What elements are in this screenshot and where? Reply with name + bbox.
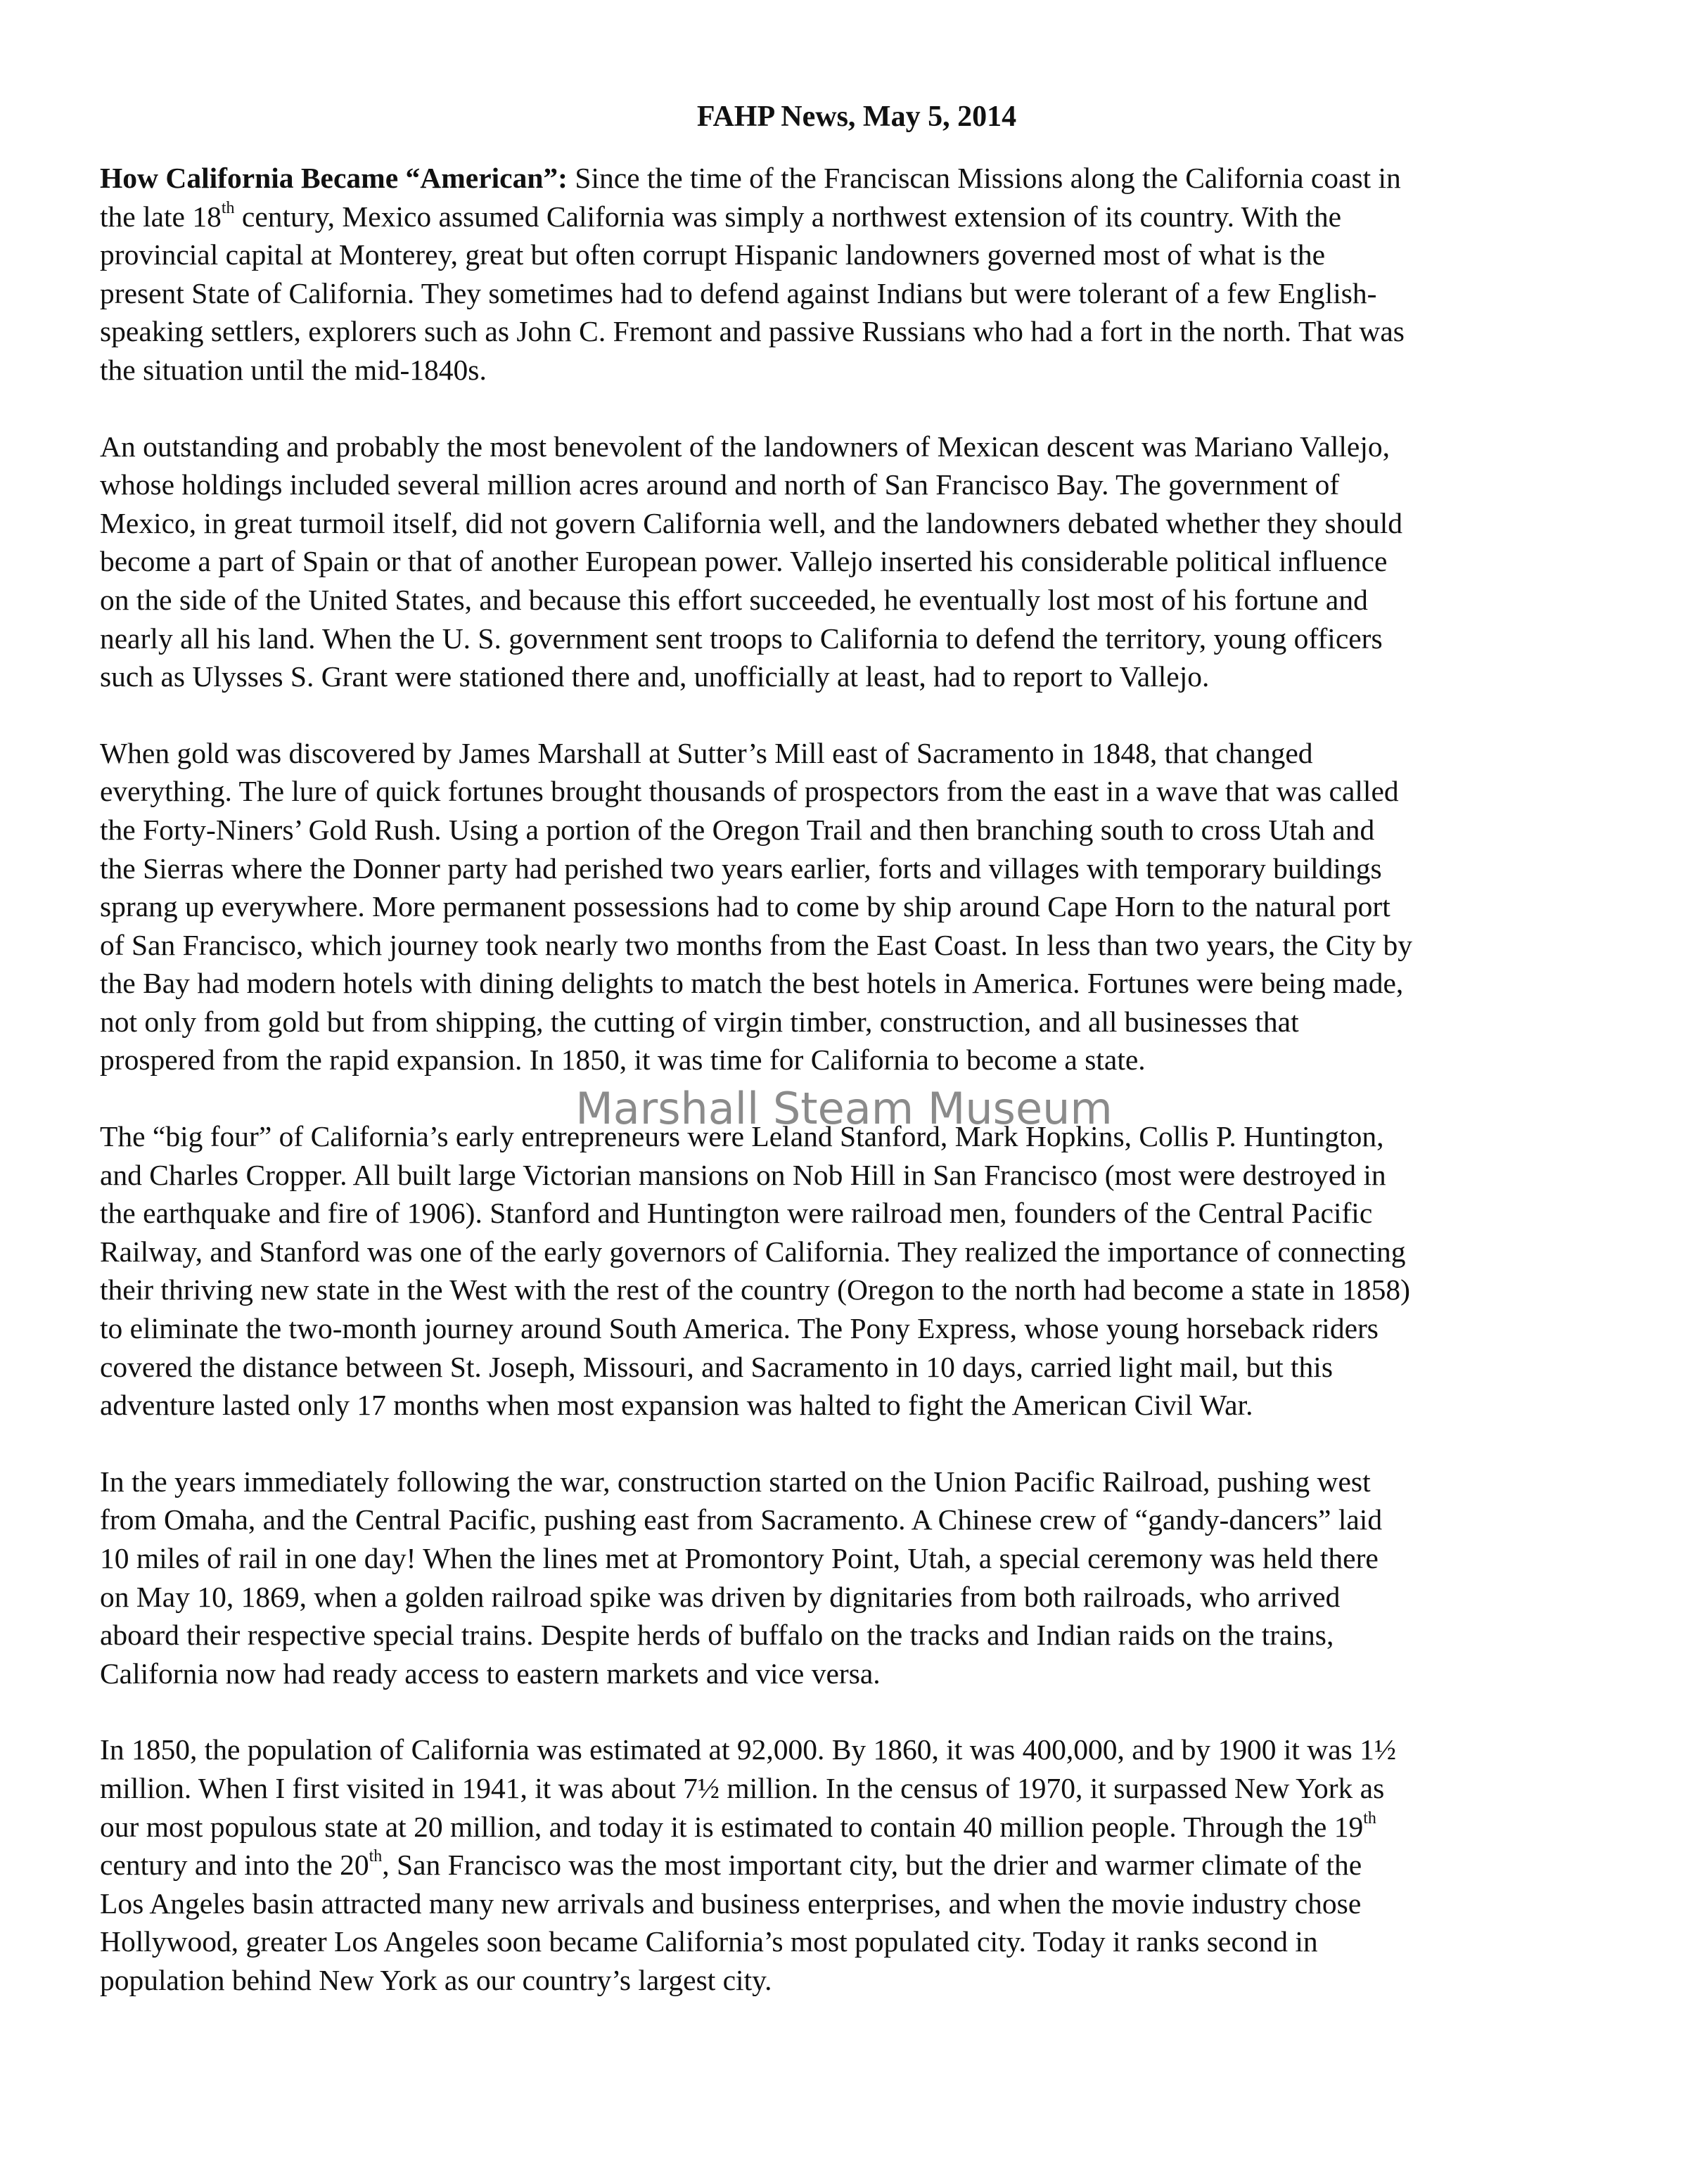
text-line (100, 236, 1613, 274)
text-line (100, 351, 1613, 390)
text-line (100, 1922, 1613, 1961)
text-run: not only from gold but from shipping, the cutting of virgin timber, construction, and all businesses that (100, 1005, 1299, 1038)
text-run: century, Mexico assumed California was simply a northwest extension of its country. With the (234, 200, 1342, 233)
text-line (100, 312, 1613, 351)
text-run: and Charles Cropper. All built large Victorian mansions on Nob Hill in San Francisco (most were destroyed in (100, 1158, 1386, 1191)
text-run: , San Francisco was the most important city, but the drier and warmer climate of the (382, 1849, 1362, 1882)
article-paragraph (100, 1117, 1613, 1425)
text-run: their thriving new state in the West with the rest of the country (Oregon to the north had become a state in 1858) (100, 1273, 1410, 1306)
text-run: In 1850, the population of California was estimated at 92,000. By 1860, it was 400,000, and by 1900 it was 1½ (100, 1733, 1397, 1766)
text-line (100, 1961, 1613, 2000)
text-run: aboard their respective special trains. Despite herds of buffalo on the tracks and Indian raids on the trains, (100, 1619, 1334, 1652)
ordinal-superscript: th (369, 1847, 383, 1866)
text-line (100, 1233, 1613, 1271)
text-line (100, 849, 1613, 888)
article-paragraph (100, 734, 1613, 1079)
text-run: Railway, and Stanford was one of the early governors of California. They realized the importance of connecting (100, 1235, 1406, 1268)
text-line (100, 1578, 1613, 1617)
text-run: In the years immediately following the war, construction started on the Union Pacific Railroad, pushing west (100, 1465, 1371, 1498)
text-line (100, 734, 1613, 773)
text-line (100, 1003, 1613, 1041)
text-run: become a part of Spain or that of another European power. Vallejo inserted his considerable political influence (100, 545, 1388, 578)
ordinal-superscript: th (221, 198, 235, 217)
text-run: California now had ready access to eastern markets and vice versa. (100, 1657, 881, 1690)
text-line (100, 274, 1613, 313)
text-run: provincial capital at Monterey, great but often corrupt Hispanic landowners governed most of what is the (100, 238, 1326, 271)
text-run: from Omaha, and the Central Pacific, pushing east from Sacramento. A Chinese crew of “gandy-dancers” laid (100, 1503, 1383, 1536)
document-page (100, 98, 1613, 2038)
text-run: the situation until the mid-1840s. (100, 353, 487, 386)
text-run: million. When I first visited in 1941, it was about 7½ million. In the census of 1970, it surpassed New York as (100, 1771, 1385, 1804)
text-run: sprang up everywhere. More permanent possessions had to come by ship around Cape Horn to the natural port (100, 890, 1390, 923)
text-line (100, 1309, 1613, 1348)
text-line (100, 1884, 1613, 1923)
text-run: the late 18 (100, 200, 222, 233)
text-run: Mexico, in great turmoil itself, did not govern California well, and the landowners debated whether they should (100, 506, 1403, 539)
text-line (100, 542, 1613, 581)
text-run: the Bay had modern hotels with dining delights to match the best hotels in America. Fortunes were being made, (100, 967, 1404, 1000)
text-run: prospered from the rapid expansion. In 1850, it was time for California to become a state. (100, 1043, 1146, 1077)
text-line (100, 1271, 1613, 1309)
text-line (100, 428, 1613, 466)
text-line (100, 1655, 1613, 1693)
museum-watermark: Marshall Steam Museum (575, 1083, 1113, 1134)
text-run: An outstanding and probably the most benevolent of the landowners of Mexican descent was Mariano Vallejo, (100, 430, 1390, 463)
text-line (100, 1501, 1613, 1539)
text-run: speaking settlers, explorers such as John C. Fremont and passive Russians who had a fort in the north. That was (100, 315, 1405, 348)
article-paragraph (100, 1463, 1613, 1693)
text-run: the Sierras where the Donner party had perished two years earlier, forts and villages with temporary buildings (100, 852, 1382, 885)
text-run: our most populous state at 20 million, and today it is estimated to contain 40 million people. Through the 19 (100, 1810, 1364, 1843)
text-line (100, 1117, 1613, 1156)
text-run: covered the distance between St. Joseph, Missouri, and Sacramento in 10 days, carried light mail, but this (100, 1350, 1333, 1383)
text-run: present State of California. They sometimes had to defend against Indians but were tolerant of a few English- (100, 276, 1377, 309)
text-line (100, 1730, 1613, 1769)
text-line (100, 1539, 1613, 1578)
text-run: Los Angeles basin attracted many new arrivals and business enterprises, and when the movie industry chose (100, 1887, 1362, 1920)
text-run: When gold was discovered by James Marshall at Sutter’s Mill east of Sacramento in 1848, that changed (100, 736, 1313, 769)
page-title: FAHP News, May 5, 2014 (696, 101, 1017, 133)
text-run: such as Ulysses S. Grant were stationed there and, unofficially at least, had to report to Vallejo. (100, 660, 1210, 693)
text-run: adventure lasted only 17 months when most expansion was halted to fight the American Civil War. (100, 1389, 1253, 1422)
article-paragraph (100, 428, 1613, 696)
text-line (100, 1769, 1613, 1808)
text-line (100, 1348, 1613, 1387)
text-line (100, 1463, 1613, 1501)
text-run: everything. The lure of quick fortunes brought thousands of prospectors from the east in a wave that was called (100, 775, 1399, 808)
text-run: 10 miles of rail in one day! When the lines met at Promontory Point, Utah, a special ceremony was held there (100, 1542, 1379, 1574)
text-line (100, 657, 1613, 696)
text-line (100, 504, 1613, 543)
ordinal-superscript: th (1363, 1809, 1376, 1828)
text-line (100, 465, 1613, 504)
text-run: on May 10, 1869, when a golden railroad spike was driven by dignitaries from both railroads, who arrived (100, 1580, 1341, 1613)
text-line (100, 1808, 1613, 1846)
section-lead-heading: How California Became “American”: (100, 162, 568, 194)
text-run: population behind New York as our country’s largest city. (100, 1963, 772, 1996)
text-line (100, 1616, 1613, 1655)
article-body (100, 159, 1613, 2000)
text-run: The “big four” of California’s early entrepreneurs were Leland Stanford, Mark Hopkins, Collis P. Huntington, (100, 1120, 1384, 1153)
text-run: nearly all his land. When the U. S. government sent troops to California to defend the territory, young officers (100, 622, 1383, 655)
text-run: the Forty-Niners’ Gold Rush. Using a portion of the Oregon Trail and then branching south to cross Utah and (100, 813, 1375, 846)
article-paragraph (100, 159, 1613, 390)
text-run: Hollywood, greater Los Angeles soon became California’s most populated city. Today it ranks second in (100, 1925, 1318, 1958)
text-run: century and into the 20 (100, 1849, 369, 1882)
text-run: of San Francisco, which journey took nearly two months from the East Coast. In less than two years, the City by (100, 928, 1413, 961)
text-run: Since the time of the Franciscan Missions along the California coast in (568, 162, 1401, 194)
text-line (100, 1041, 1613, 1079)
text-line (100, 619, 1613, 658)
text-line (100, 198, 1613, 236)
text-line (100, 1194, 1613, 1233)
text-line (100, 159, 1613, 198)
text-line (100, 964, 1613, 1003)
text-run: whose holdings included several million acres around and north of San Francisco Bay. The government of (100, 468, 1340, 501)
text-run: to eliminate the two-month journey around South America. The Pony Express, whose young horseback riders (100, 1312, 1379, 1345)
text-line (100, 581, 1613, 619)
text-run: on the side of the United States, and because this effort succeeded, he eventually lost most of his fortune and (100, 583, 1368, 616)
article-paragraph (100, 1730, 1613, 1999)
text-line (100, 1386, 1613, 1425)
text-line (100, 887, 1613, 926)
text-line (100, 772, 1613, 811)
text-line (100, 926, 1613, 965)
text-run: the earthquake and fire of 1906). Stanford and Huntington were railroad men, founders of the Central Pacific (100, 1197, 1373, 1230)
text-line (100, 1156, 1613, 1195)
text-line (100, 1846, 1613, 1884)
text-line (100, 811, 1613, 849)
